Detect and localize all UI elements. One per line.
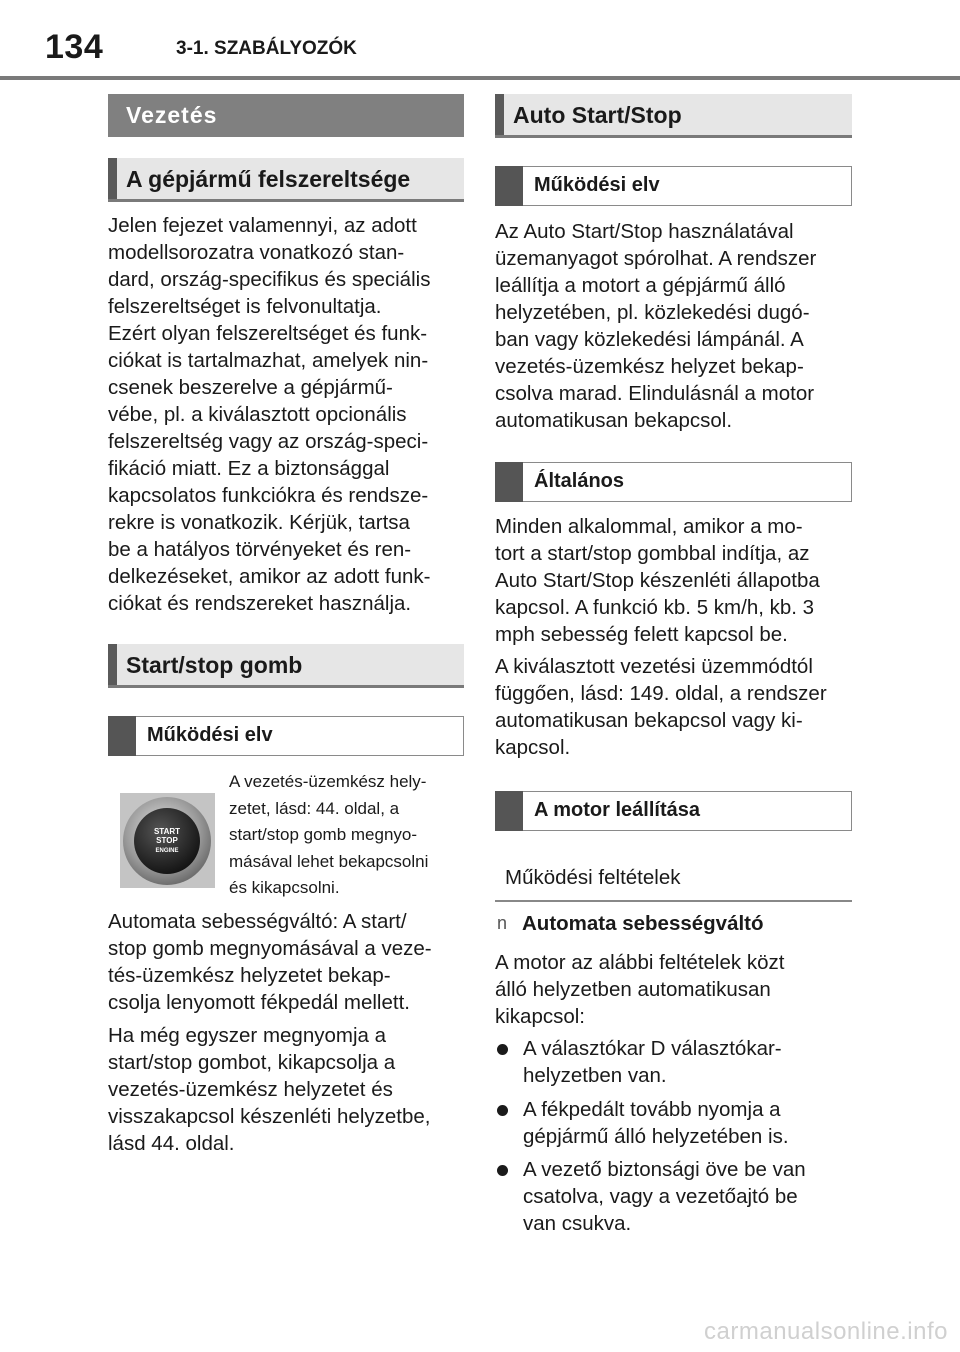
button-label-stop: STOP <box>156 836 178 845</box>
button-label-engine: ENGINE <box>155 848 179 854</box>
section-header-autostartstop <box>495 94 852 138</box>
image-caption: A vezetés-üzemkész hely- zetet, lásd: 44. oldal, a start/stop gomb megnyo- másával lehet bekapcsolni és kikapcsolni. <box>229 772 429 897</box>
header-accent-bar <box>108 158 117 199</box>
gearbox-label: Automata sebességváltó <box>522 912 764 935</box>
button-label-start: START <box>153 827 181 836</box>
subsection-principle-left <box>108 716 464 756</box>
engine-stop-title: A motor leállítása <box>534 799 700 821</box>
principle-title-right: Működési elv <box>534 174 660 196</box>
header-accent-bar <box>495 94 504 135</box>
page-number: 134 <box>45 28 104 66</box>
bullet-dot <box>497 1044 508 1055</box>
list-marker: n <box>497 913 508 933</box>
conditions-title: Működési feltételek <box>505 866 681 889</box>
section-header-equipment <box>108 158 464 202</box>
subsection-bar <box>495 166 523 206</box>
subsection-general <box>495 462 852 502</box>
principle-paragraph: Az Auto Start/Stop használatával üzemanyagot spórolhat. A rendszer leállítja a motort a gépjármű álló helyzetében, pl. közlekedési dugó- ban vagy közlekedési lámpánál. A vezetés-üzemkész helyzet bekap- csolva marad. Elindulásnál a motor automatikusan bekapcsol. <box>495 220 817 432</box>
header-accent-bar <box>108 644 117 685</box>
subsection-bar <box>108 716 136 756</box>
subsection-bar <box>495 462 523 502</box>
startstop-para-2: Ha még egyszer megnyomja a start/stop gombot, kikapcsolja a vezetés-üzemkész helyzetet és visszakapcsol készenléti helyzetbe, lásd 44. oldal. <box>108 1024 431 1155</box>
section-header-vezetes: Vezetés <box>108 94 464 137</box>
start-stop-button-icon <box>120 793 215 888</box>
startstop-title: Start/stop gomb <box>126 652 303 678</box>
conditions-heading <box>495 858 852 902</box>
subsection-bar <box>495 791 523 831</box>
watermark: carmanualsonline.info <box>704 1318 948 1345</box>
subsection-principle-right <box>495 166 852 206</box>
equipment-paragraph: Jelen fejezet valamennyi, az adott modellsorozatra vonatkozó stan- dard, ország-specifikus és speciális felszereltséget is felvonultatja. Ezért olyan felszereltséget és funk- ciókat is tartalmazhat, amelyek nin- csenek beszerelve a gépjármű- vébe, pl. a kiválasztott opcionális felszereltség vagy az ország-speci- fikáció miatt. Ez a biztonsággal kapcsolatos funkciókra és rendsze- rekre is vonatkozik. Kérjük, tartsa be a hatályos törvényeket és ren- delkezéseket, amikor az adott funk- ciókat és rendszereket használja. <box>108 214 431 615</box>
general-para-2: A kiválasztott vezetési üzemmódtól függően, lásd: 149. oldal, a rendszer automatikusan bekapcsol vagy ki- kapcsol. <box>495 655 827 759</box>
startstop-para-1: Automata sebességváltó: A start/ stop gomb megnyomásával a veze- tés-üzemkész helyzetet bekap- csolja lenyomott fékpedál mellett. <box>108 910 432 1014</box>
subsection-engine-stop <box>495 791 852 831</box>
bullet-dot <box>497 1105 508 1116</box>
section-header-startstop <box>108 644 464 688</box>
stop-intro: A motor az alábbi feltételek közt álló helyzetben automatikusan kikapcsol: <box>495 951 785 1028</box>
header-divider <box>0 76 960 80</box>
chapter-title: 3-1. SZABÁLYOZÓK <box>176 38 357 59</box>
equipment-title: A gépjármű felszereltsége <box>126 166 411 192</box>
principle-title-left: Működési elv <box>147 724 273 746</box>
general-para-1: Minden alkalommal, amikor a mo- tort a start/stop gombbal indítja, az Auto Start/Stop készenléti állapotba kapcsol. A funkció kb. 5 km/h, kb. 3 mph sebesség felett kapcsol be. <box>495 515 820 646</box>
autostartstop-title: Auto Start/Stop <box>513 102 682 128</box>
start-stop-button-image <box>120 793 215 888</box>
bullet-dot <box>497 1165 508 1176</box>
general-title: Általános <box>534 470 625 492</box>
